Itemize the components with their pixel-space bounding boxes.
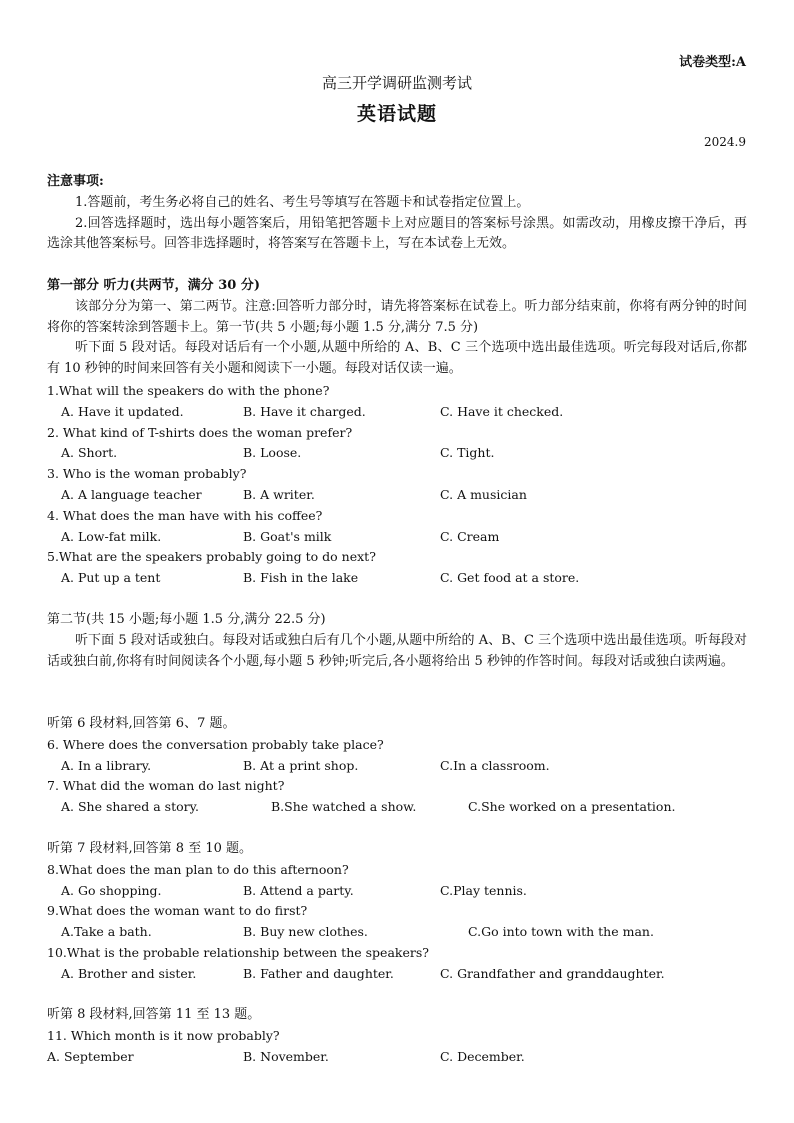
notes-heading: 注意事项:	[47, 174, 104, 189]
option-c: C. Grandfather and granddaughter.	[440, 965, 665, 981]
options-row	[47, 402, 747, 423]
paper-type: 试卷类型:A	[679, 55, 746, 70]
option-b: B. Fish in the lake	[243, 570, 359, 586]
option-c: C.In a classroom.	[440, 757, 550, 773]
exam-title: 高三开学调研监测考试	[321, 74, 472, 92]
question-text: 1.What will the speakers do with the phone?	[47, 383, 330, 398]
part1-instructions: 听下面 5 段对话。每段对话后有一个小题,从题中所给的 A、B、C 三个选项中选出最佳选项。听完每段对话后,你都有 10 秒钟的时间来回答有关小题和阅读下一小题。每段对话仅读一遍。	[47, 340, 747, 377]
option-c: C.She worked on a presentation.	[468, 799, 676, 815]
question-text: 9.What does the woman want to do first?	[47, 903, 308, 919]
question-text: 8.What does the man plan to do this afternoon?	[47, 861, 349, 877]
material-heading: 听第 8 段材料,回答第 11 至 13 题。	[47, 1007, 261, 1022]
option-b: B. November.	[243, 1048, 329, 1064]
material7	[47, 839, 747, 985]
option-c: C.Play tennis.	[440, 882, 527, 898]
question-item	[47, 776, 747, 818]
option-c: C. A musician	[440, 486, 527, 502]
question-text: 6. Where does the conversation probably take place?	[47, 736, 384, 752]
option-b: B. Loose.	[243, 445, 302, 461]
section2	[47, 610, 747, 672]
question-text: 7. What did the woman do last night?	[47, 778, 285, 794]
options-row	[47, 797, 747, 818]
option-c: C. December.	[440, 1048, 525, 1064]
material8	[47, 1005, 747, 1067]
section1-questions	[47, 381, 747, 589]
option-a: A. Short.	[61, 445, 118, 461]
options-row	[47, 485, 747, 506]
options-row	[47, 443, 747, 464]
question-text: 5.What are the speakers probably going to do next?	[47, 549, 376, 565]
exam-date: 2024.9	[704, 135, 746, 149]
part1-section	[47, 276, 747, 380]
question-item	[47, 901, 747, 943]
option-b: B. Goat's milk	[243, 528, 332, 544]
options-row	[47, 756, 747, 777]
option-b: B. Father and daughter.	[243, 965, 394, 981]
note-item-1: 1.答题前，考生务必将自己的姓名、考生号等填写在答题卡和试卷指定位置上。	[75, 194, 530, 210]
option-a: A. In a library.	[61, 757, 152, 773]
option-a: A. September	[47, 1048, 134, 1064]
question-text: 11. Which month is it now probably?	[47, 1027, 280, 1043]
option-a: A.Take a bath.	[61, 924, 152, 940]
option-b: B. At a print shop.	[243, 757, 359, 773]
option-b: B. Attend a party.	[243, 882, 354, 898]
part1-intro: 该部分分为第一、第二两节。注意:回答听力部分时，请先将答案标在试卷上。听力部分结束前，你将有两分钟的时间将你的答案转涂到答题卡上。第一节(共 5 小题;每小题 1.5 分,满分 7.5 分)	[47, 298, 747, 335]
option-c: C. Tight.	[440, 445, 495, 461]
option-c: C. Get food at a store.	[440, 570, 580, 586]
question-item	[47, 464, 747, 506]
options-row	[47, 568, 747, 589]
question-text: 3. Who is the woman probably?	[47, 466, 247, 482]
question-item	[47, 860, 747, 902]
option-a: A. She shared a story.	[61, 799, 199, 815]
option-a: A. Put up a tent	[61, 570, 161, 586]
option-a: A. Go shopping.	[61, 882, 162, 898]
question-item	[47, 735, 747, 777]
option-b: B.She watched a show.	[271, 799, 417, 815]
question-text: 2. What kind of T-shirts does the woman prefer?	[47, 424, 353, 440]
options-row	[47, 964, 747, 985]
options-row	[47, 527, 747, 548]
option-c: C. Cream	[440, 528, 500, 544]
part1-heading: 第一部分 听力(共两节，满分 30 分)	[47, 278, 260, 293]
question-item	[47, 547, 747, 589]
options-row	[47, 881, 747, 902]
option-a: A. Low-fat milk.	[61, 528, 162, 544]
material-heading: 听第 7 段材料,回答第 8 至 10 题。	[47, 841, 253, 856]
option-a: A. Brother and sister.	[61, 965, 197, 981]
question-item	[47, 1026, 747, 1068]
notes-section	[47, 172, 747, 255]
option-b: B. Have it charged.	[243, 403, 366, 419]
option-c: C. Have it checked.	[440, 403, 564, 419]
question-item	[47, 423, 747, 465]
question-text: 10.What is the probable relationship between the speakers?	[47, 944, 429, 960]
option-b: B. Buy new clothes.	[243, 924, 368, 940]
options-row	[47, 1047, 747, 1068]
subject-title: 英语试题	[356, 103, 437, 125]
question-item	[47, 381, 747, 423]
question-text: 4. What does the man have with his coffee?	[47, 507, 323, 523]
question-item	[47, 943, 747, 985]
note-item-2: 2.回答选择题时，选出每小题答案后，用铅笔把答题卡上对应题目的答案标号涂黑。如需改动，用橡皮擦干净后，再选涂其他答案标号。回答非选择题时，将答案写在答题卡上，写在本试卷上无效。	[47, 215, 747, 252]
option-b: B. A writer.	[243, 486, 315, 502]
question-item	[47, 506, 747, 548]
material-heading: 听第 6 段材料,回答第 6、7 题。	[47, 716, 236, 731]
option-c: C.Go into town with the man.	[468, 924, 654, 940]
material6	[47, 714, 747, 818]
options-row	[47, 922, 747, 943]
option-a: A. Have it updated.	[61, 403, 184, 419]
option-a: A. A language teacher	[61, 486, 202, 502]
section2-instructions: 听下面 5 段对话或独白。每段对话或独白后有几个小题,从题中所给的 A、B、C 三个选项中选出最佳选项。听每段对话或独白前,你将有时间阅读各个小题,每小题 5 秒钟;听完后,各小题将给出 5 秒钟的作答时间。每段对话或独白读两遍。	[47, 632, 747, 669]
section2-heading: 第二节(共 15 小题;每小题 1.5 分,满分 22.5 分)	[47, 612, 326, 627]
